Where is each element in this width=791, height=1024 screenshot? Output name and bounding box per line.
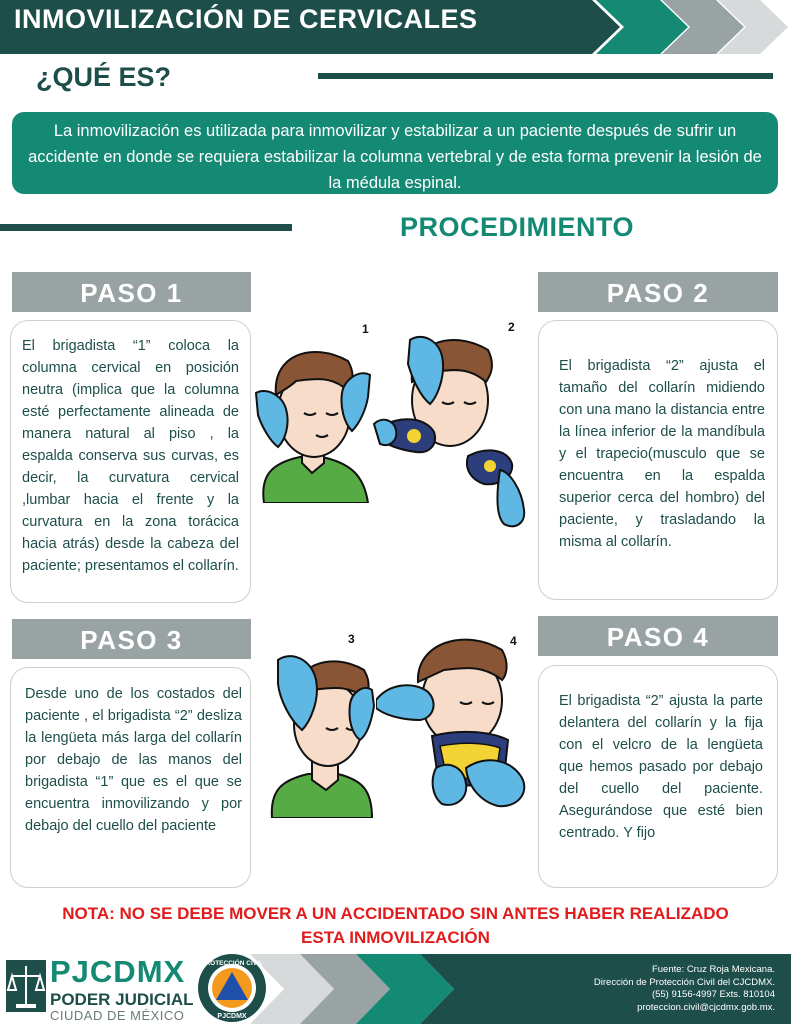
procedure-heading: PROCEDIMIENTO xyxy=(400,212,635,242)
pjcdmx-logo-text: PJCDMX xyxy=(50,954,186,989)
step-3-text: Desde uno de los costados del paciente , el brigadista “2” desliza la lengüeta más larga del collarín por debajo de las manos del brigadista “1” que es el que se encuentra inmovilizando y por debajo del cuello del paciente xyxy=(25,686,242,834)
figure-number: 1 xyxy=(362,322,369,336)
civil-protection-seal-icon xyxy=(196,952,268,1024)
step-4-text: El brigadista “2” ajusta la parte delantera del collarín y la fija con el velcro de la lengüeta que hemos pasado por debajo del cuello del paciente. Asegurándose que esté bien centrado. Y fijo xyxy=(559,693,763,841)
pjcdmx-emblem-icon xyxy=(4,958,48,1014)
intro-text: La inmovilización es utilizada para inmovilizar y estabilizar a un paciente después de sufrir un accidente en donde se requiera estabilizar la columna vertebral y de esta forma prevenir la lesión de la médula espinal. xyxy=(28,122,762,192)
step-2-text: El brigadista “2” ajusta el tamaño del collarín midiendo con una mano la distancia entre la línea inferior de la mandíbula y el trapecio(musculo que se encuentra en la espalda superior cerca del hombro) del paciente, y trasladando la misma al collarín. xyxy=(559,358,765,550)
pjcdmx-logo-line2: CIUDAD DE MÉXICO xyxy=(50,1008,185,1023)
step-3-header xyxy=(12,619,251,659)
patient-head-hands-icon xyxy=(252,335,374,503)
figure-number: 2 xyxy=(508,320,515,334)
page-title: INMOVILIZACIÓN DE CERVICALES xyxy=(14,4,478,34)
step-4-title: PASO 4 xyxy=(606,622,710,652)
step-1-box xyxy=(10,320,251,603)
step-2-box xyxy=(538,320,778,600)
pjcdmx-logo-line1: PODER JUDICIAL xyxy=(50,990,194,1009)
step-3-box xyxy=(10,667,251,888)
step-2-header xyxy=(538,272,778,312)
footer-source-line: Fuente: Cruz Roja Mexicana. xyxy=(651,964,775,975)
step-3-title: PASO 3 xyxy=(80,625,183,655)
collar-fastening-icon xyxy=(376,628,536,818)
step-1-header xyxy=(12,272,251,312)
figure-number: 3 xyxy=(348,632,355,646)
footer-source-line: Dirección de Protección Civil del CJCDMX. xyxy=(593,976,775,988)
step-1-title: PASO 1 xyxy=(80,278,183,308)
figure-number: 4 xyxy=(510,634,517,648)
collar-measuring-icon xyxy=(372,320,532,532)
warning-note-line1: NOTA: NO SE DEBE MOVER A UN ACCIDENTADO SIN ANTES HABER REALIZADO xyxy=(62,904,729,923)
seal-top-text: PROTECCIÓN CIVIL xyxy=(201,960,263,967)
step-4-header xyxy=(538,616,778,656)
warning-note-line2: ESTA INMOVILIZACIÓN xyxy=(301,928,490,947)
warning-note xyxy=(0,902,791,950)
divider-line xyxy=(318,73,773,79)
step-1-text: El brigadista “1” coloca la columna cervical en posición neutra (implica que la columna esté perfectamente alineada de manera natural al piso , la espalda conserva sus curvas, es decir, la curvatura cervical ,lumbar hacia el frente y la curvatura en la zona torácica hacia atrás) desde la cabeza del paciente; presentamos el collarín. xyxy=(22,338,239,574)
intro-box xyxy=(12,112,778,194)
footer-phone: (55) 9156-4997 Exts. 810104 xyxy=(651,989,775,1000)
seal-bottom-text: PJCDMX xyxy=(217,1013,247,1020)
step-4-box xyxy=(538,665,778,888)
footer-source xyxy=(594,964,775,1014)
collar-sliding-icon xyxy=(268,640,380,818)
footer-email: proteccion.civil@cjcdmx.gob.mx. xyxy=(637,1001,775,1013)
step-2-title: PASO 2 xyxy=(606,278,710,308)
what-is-heading: ¿QUÉ ES? xyxy=(36,62,172,92)
divider-line xyxy=(0,224,292,231)
